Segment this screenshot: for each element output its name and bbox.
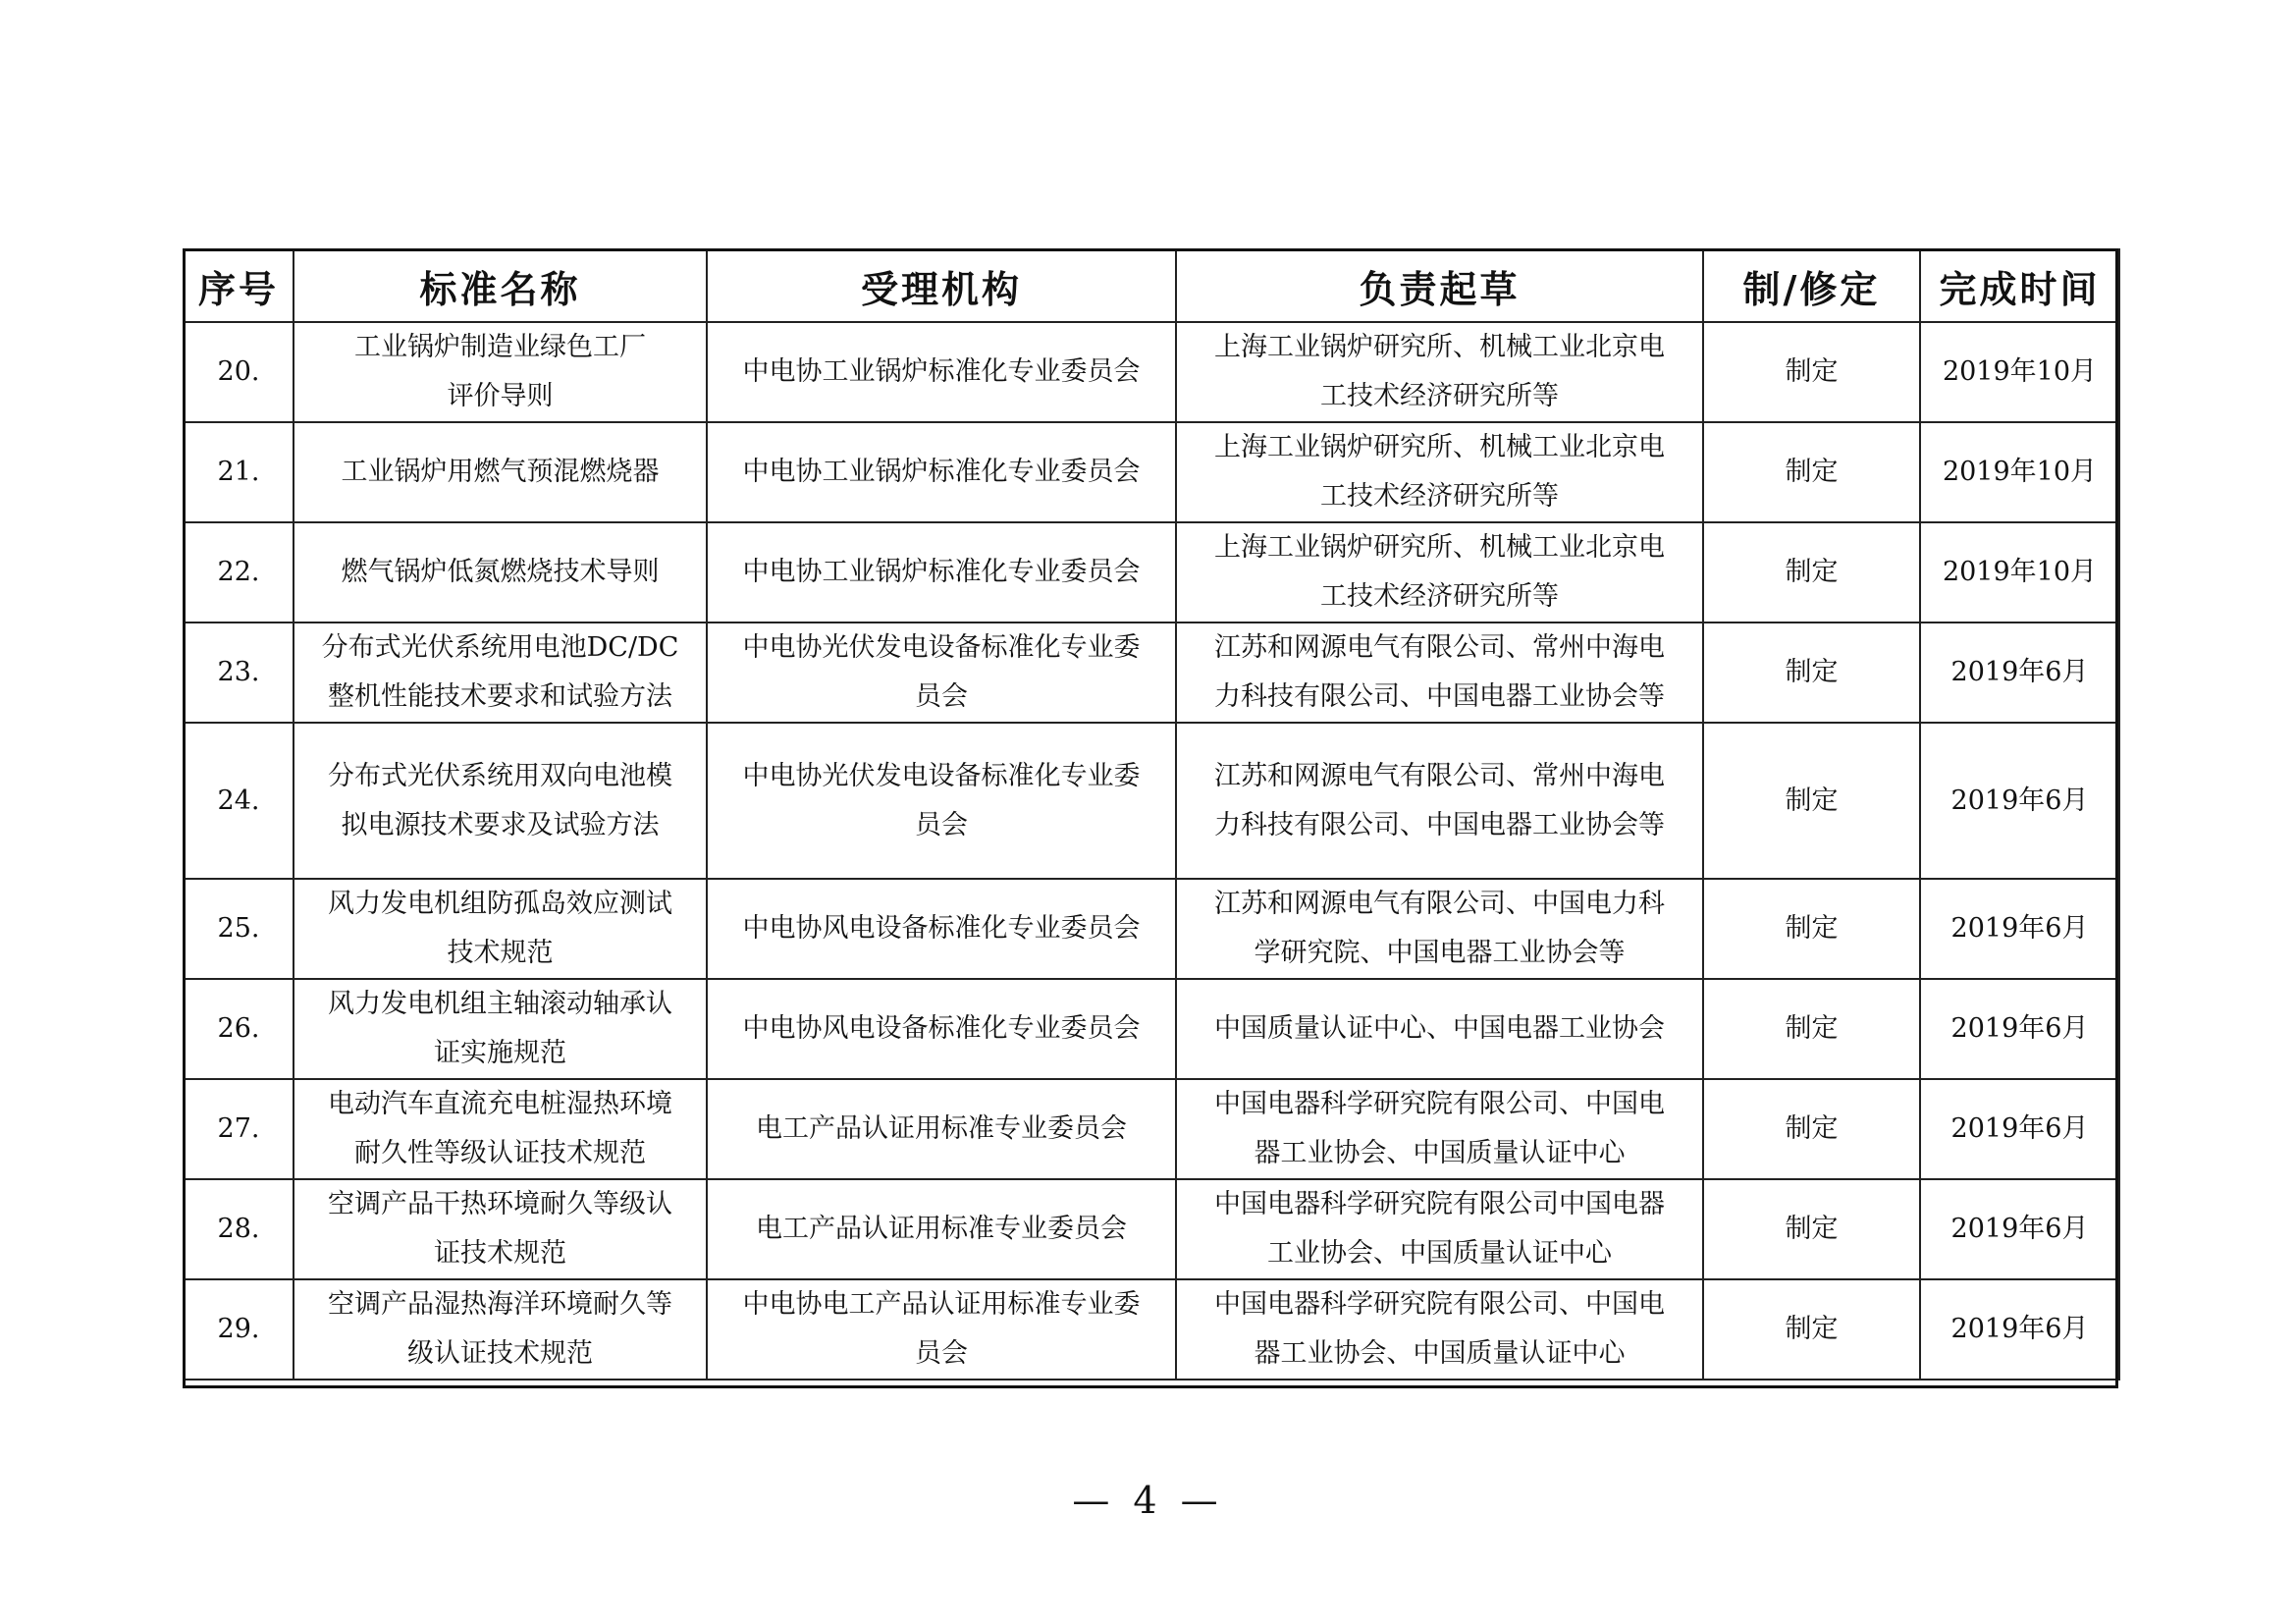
header-type: 制/修定 xyxy=(1703,249,1920,322)
cell-date xyxy=(1920,623,2119,723)
cell-drafter-text: 江苏和网源电气有限公司、中国电力科 学研究院、中国电器工业协会等 xyxy=(1214,889,1665,968)
table-row xyxy=(184,522,2119,623)
cell-name-text: 燃气锅炉低氮燃烧技术导则 xyxy=(341,557,660,587)
cell-name-text: 分布式光伏系统用双向电池模 拟电源技术要求及试验方法 xyxy=(328,760,672,840)
cell-name-text: 分布式光伏系统用电池DC/DC 整机性能技术要求和试验方法 xyxy=(321,632,679,712)
cell-date xyxy=(1920,1079,2119,1179)
cell-name xyxy=(294,1079,707,1179)
cell-name-text: 空调产品干热环境耐久等级认 证技术规范 xyxy=(328,1189,672,1269)
cell-seq-text: 27. xyxy=(217,1113,260,1144)
cell-drafter-text: 上海工业锅炉研究所、机械工业北京电 工技术经济研究所等 xyxy=(1214,532,1665,612)
cell-org xyxy=(707,623,1176,723)
cell-type-text: 制定 xyxy=(1785,1013,1839,1044)
cell-drafter-text: 江苏和网源电气有限公司、常州中海电 力科技有限公司、中国电器工业协会等 xyxy=(1214,632,1665,712)
table-row xyxy=(184,979,2119,1079)
cell-drafter-text: 中国电器科学研究院有限公司中国电器 工业协会、中国质量认证中心 xyxy=(1214,1189,1665,1269)
cell-drafter xyxy=(1176,522,1703,623)
table-header xyxy=(184,249,2119,322)
cell-seq-text: 26. xyxy=(217,1013,260,1044)
table-row xyxy=(184,723,2119,879)
cell-org-text: 中电协工业锅炉标准化专业委员会 xyxy=(742,557,1141,587)
cell-seq-text: 28. xyxy=(217,1214,260,1244)
table-row xyxy=(184,879,2119,979)
cell-type-text: 制定 xyxy=(1785,457,1839,487)
cell-type-text: 制定 xyxy=(1785,356,1839,387)
cell-date xyxy=(1920,1279,2119,1380)
cell-drafter xyxy=(1176,422,1703,522)
cell-seq-text: 24. xyxy=(217,785,260,816)
cell-date xyxy=(1920,422,2119,522)
cell-drafter-text: 中国电器科学研究院有限公司、中国电 器工业协会、中国质量认证中心 xyxy=(1214,1289,1665,1369)
cell-drafter xyxy=(1176,623,1703,723)
cell-date xyxy=(1920,322,2119,422)
cell-org xyxy=(707,322,1176,422)
cell-date-text: 2019年6月 xyxy=(1950,657,2089,687)
cell-name-text: 电动汽车直流充电桩湿热环境 耐久性等级认证技术规范 xyxy=(328,1089,672,1168)
cell-org-text: 中电协电工产品认证用标准专业委 员会 xyxy=(742,1289,1141,1369)
cell-name xyxy=(294,422,707,522)
cell-date-text: 2019年10月 xyxy=(1942,557,2098,587)
cell-date xyxy=(1920,723,2119,879)
cell-date xyxy=(1920,879,2119,979)
cell-seq xyxy=(184,422,294,522)
cell-org xyxy=(707,879,1176,979)
cell-name-text: 风力发电机组防孤岛效应测试 技术规范 xyxy=(328,889,672,968)
table-row xyxy=(184,1079,2119,1179)
cell-drafter-text: 中国电器科学研究院有限公司、中国电 器工业协会、中国质量认证中心 xyxy=(1214,1089,1665,1168)
cell-name xyxy=(294,1179,707,1279)
cell-seq-text: 21. xyxy=(217,457,260,487)
cell-type xyxy=(1703,1279,1920,1380)
cell-name xyxy=(294,522,707,623)
cell-type-text: 制定 xyxy=(1785,785,1839,816)
cell-seq-text: 23. xyxy=(217,657,260,687)
cell-type xyxy=(1703,422,1920,522)
cell-drafter xyxy=(1176,322,1703,422)
cell-org xyxy=(707,522,1176,623)
cell-type-text: 制定 xyxy=(1785,1214,1839,1244)
cell-name xyxy=(294,723,707,879)
cell-org-text: 电工产品认证用标准专业委员会 xyxy=(756,1214,1127,1244)
cell-drafter xyxy=(1176,1279,1703,1380)
cell-name xyxy=(294,1279,707,1380)
cell-drafter xyxy=(1176,979,1703,1079)
cell-type xyxy=(1703,1179,1920,1279)
standards-table xyxy=(183,248,2120,1380)
cell-date-text: 2019年6月 xyxy=(1950,1214,2089,1244)
cell-name xyxy=(294,623,707,723)
cell-org-text: 中电协风电设备标准化专业委员会 xyxy=(742,913,1141,944)
cell-org-text: 电工产品认证用标准专业委员会 xyxy=(756,1113,1127,1144)
cell-date-text: 2019年10月 xyxy=(1942,356,2098,387)
cell-org xyxy=(707,1079,1176,1179)
cell-name-text: 空调产品湿热海洋环境耐久等 级认证技术规范 xyxy=(328,1289,672,1369)
cell-drafter xyxy=(1176,723,1703,879)
cell-drafter-text: 中国质量认证中心、中国电器工业协会 xyxy=(1214,1013,1665,1044)
cell-type xyxy=(1703,322,1920,422)
cell-name-text: 工业锅炉制造业绿色工厂 评价导则 xyxy=(354,332,646,411)
cell-seq xyxy=(184,1179,294,1279)
cell-org-text: 中电协光伏发电设备标准化专业委 员会 xyxy=(742,760,1141,840)
cell-seq-text: 20. xyxy=(217,356,260,387)
header-name: 标准名称 xyxy=(294,249,707,322)
cell-date-text: 2019年6月 xyxy=(1950,785,2089,816)
header-seq: 序号 xyxy=(184,249,294,322)
cell-type xyxy=(1703,623,1920,723)
cell-seq xyxy=(184,623,294,723)
cell-type-text: 制定 xyxy=(1785,913,1839,944)
cell-seq xyxy=(184,979,294,1079)
cell-seq xyxy=(184,522,294,623)
cell-drafter-text: 上海工业锅炉研究所、机械工业北京电 工技术经济研究所等 xyxy=(1214,432,1665,512)
cell-org-text: 中电协工业锅炉标准化专业委员会 xyxy=(742,457,1141,487)
cell-name-text: 工业锅炉用燃气预混燃烧器 xyxy=(341,457,660,487)
cell-type-text: 制定 xyxy=(1785,657,1839,687)
cell-org xyxy=(707,1179,1176,1279)
cell-date-text: 2019年10月 xyxy=(1942,457,2098,487)
cell-seq xyxy=(184,723,294,879)
cell-type xyxy=(1703,723,1920,879)
header-row xyxy=(184,249,2119,322)
cell-type-text: 制定 xyxy=(1785,1113,1839,1144)
cell-org xyxy=(707,979,1176,1079)
cell-name xyxy=(294,322,707,422)
cell-date xyxy=(1920,979,2119,1079)
cell-seq-text: 22. xyxy=(217,557,260,587)
table-row xyxy=(184,1279,2119,1380)
cell-type xyxy=(1703,1079,1920,1179)
cell-name-text: 风力发电机组主轴滚动轴承认 证实施规范 xyxy=(328,989,672,1068)
cell-date xyxy=(1920,522,2119,623)
cell-name xyxy=(294,879,707,979)
cell-org-text: 中电协风电设备标准化专业委员会 xyxy=(742,1013,1141,1044)
cell-date-text: 2019年6月 xyxy=(1950,1013,2089,1044)
cell-drafter xyxy=(1176,1079,1703,1179)
cell-type xyxy=(1703,522,1920,623)
table-row xyxy=(184,322,2119,422)
cell-drafter xyxy=(1176,1179,1703,1279)
cell-seq-text: 29. xyxy=(217,1314,260,1344)
cell-org xyxy=(707,422,1176,522)
table-row xyxy=(184,422,2119,522)
cell-type-text: 制定 xyxy=(1785,1314,1839,1344)
cell-date xyxy=(1920,1179,2119,1279)
cell-seq xyxy=(184,879,294,979)
cell-drafter-text: 江苏和网源电气有限公司、常州中海电 力科技有限公司、中国电器工业协会等 xyxy=(1214,760,1665,840)
cell-type-text: 制定 xyxy=(1785,557,1839,587)
cell-date-text: 2019年6月 xyxy=(1950,913,2089,944)
header-date: 完成时间 xyxy=(1920,249,2119,322)
cell-seq xyxy=(184,1079,294,1179)
cell-org-text: 中电协光伏发电设备标准化专业委 员会 xyxy=(742,632,1141,712)
page-number: — 4 — xyxy=(1072,1479,1224,1522)
cell-org-text: 中电协工业锅炉标准化专业委员会 xyxy=(742,356,1141,387)
cell-seq xyxy=(184,322,294,422)
cell-name xyxy=(294,979,707,1079)
cell-seq xyxy=(184,1279,294,1380)
cell-drafter-text: 上海工业锅炉研究所、机械工业北京电 工技术经济研究所等 xyxy=(1214,332,1665,411)
cell-org xyxy=(707,723,1176,879)
cell-drafter xyxy=(1176,879,1703,979)
cell-type xyxy=(1703,879,1920,979)
table-row xyxy=(184,1179,2119,1279)
header-drafter: 负责起草 xyxy=(1176,249,1703,322)
cell-org xyxy=(707,1279,1176,1380)
table-row xyxy=(184,623,2119,723)
cell-seq-text: 25. xyxy=(217,913,260,944)
cell-date-text: 2019年6月 xyxy=(1950,1113,2089,1144)
header-org: 受理机构 xyxy=(707,249,1176,322)
cell-type xyxy=(1703,979,1920,1079)
cell-date-text: 2019年6月 xyxy=(1950,1314,2089,1344)
table-body xyxy=(184,322,2119,1380)
